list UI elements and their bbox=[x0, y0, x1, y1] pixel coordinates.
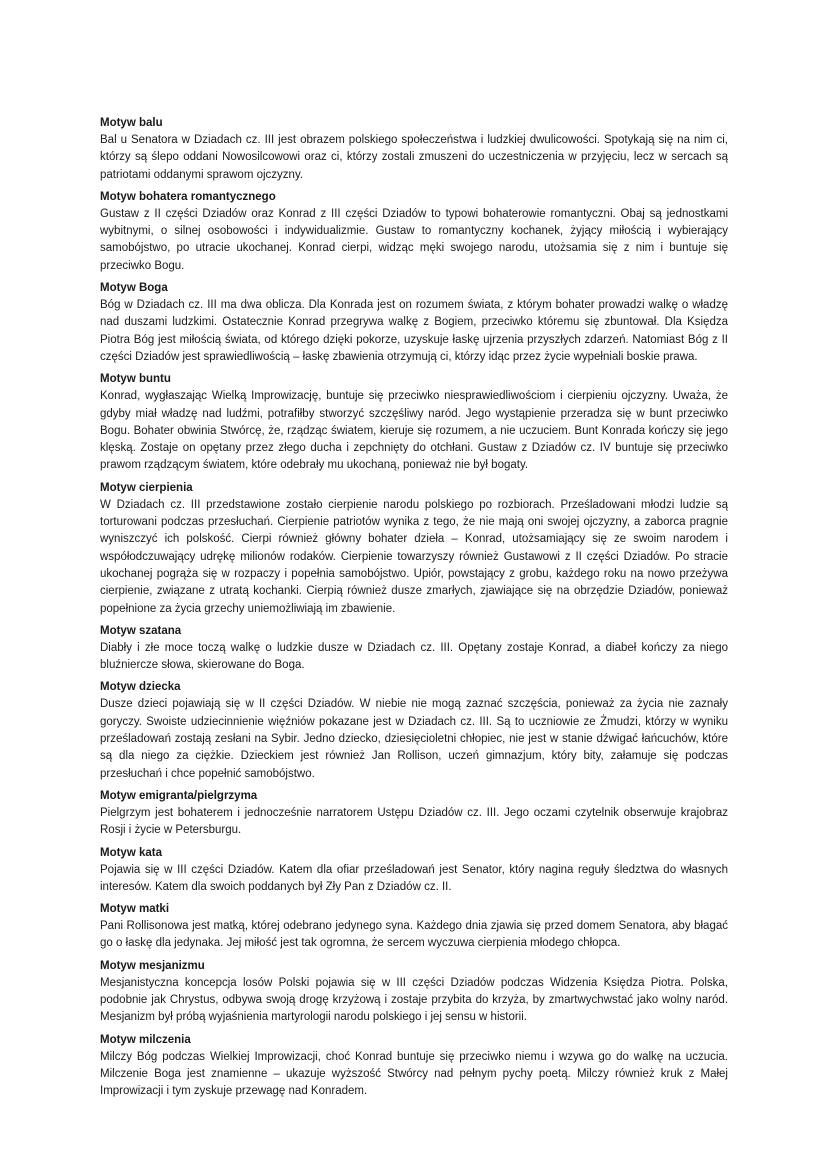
section-heading: Motyw Boga bbox=[100, 282, 168, 295]
section-text: Pojawia się w III części Dziadów. Katem dla ofiar prześladowań jest Senator, który nagina reguły śledztwa do własnych interesów. Katem dla swoich poddanych był Zły Pan z Dziadów cz. II. bbox=[100, 863, 728, 893]
section-text: Pani Rollisonowa jest matką, której odebrano jedynego syna. Każdego dnia zjawia się przed domem Senatora, aby błagać go o łaskę dla jedynaka. Jej miłość jest tak ogromna, że sercem wyczuwa cierpienia młodego chłopca. bbox=[100, 920, 728, 950]
section-heading: Motyw balu bbox=[100, 117, 163, 129]
section-motyw-balu bbox=[100, 114, 728, 184]
section-text: Bóg w Dziadach cz. III ma dwa oblicza. Dla Konrada jest on rozumem świata, z którym bohater prowadzi walkę o władzę nad duszami ludzkimi. Ostatecznie Konrad przegrywa walkę z Bogiem, przeciwko któremu się zbuntował. Dla Księdza Piotra Bóg jest miłością świata, od którego dzięki pokorze, uzyskuje łaskę ujrzenia przyszłych zdarzeń. Natomiast Bóg z II części Dziadów jest sprawiedliwością – łaskę zbawienia otrzymują ci, którzy idąc przez życie wypełniali boskie prawa. bbox=[100, 299, 728, 363]
section-heading: Motyw mesjanizmu bbox=[100, 959, 205, 972]
section-heading: Motyw bohatera romantycznego bbox=[100, 190, 276, 203]
section-text: Konrad, wygłaszając Wielką Improwizację, buntuje się przeciwko niesprawiedliwościom i cierpieniu ojczyzny. Uważa, że gdyby miał władzę nad ludźmi, potrafiłby stworzyć szczęśliwy naród. Jego wystąpienie przeradza się w bunt przeciwko Bogu. Bohater obwinia Stwórcę, że, rządząc światem, kieruje się rozumem, a nie uczuciem. Bunt Konrada kończy się jego klęską. Zostaje on opętany przez złego ducha i zepchnięty do otchłani. Gustaw z Dziadów cz. IV buntuje się przeciwko prawom rządzącym światem, które odebrały mu ukochaną, ponieważ nie był bogaty. bbox=[100, 390, 728, 472]
section-heading: Motyw buntu bbox=[100, 373, 171, 386]
section-text: Gustaw z II części Dziadów oraz Konrad z III części Dziadów to typowi bohaterowie romantyczni. Obaj są jednostkami wybitnymi, o silnej osobowości i indywidualizmie. Gustaw to romantyczny kochanek, żyjący miłością i wybierający samobójstwo, po utracie ukochanej. Konrad cierpi, widząc męki swojego narodu, utożsamia się z nim i buntuje się przeciwko Bogu. bbox=[100, 207, 728, 272]
section-text: Diabły i złe moce toczą walkę o ludzkie dusze w Dziadach cz. III. Opętany zostaje Konrad, a diabeł kończy za niego bluźniercze słowa, skierowane do Boga. bbox=[100, 641, 728, 672]
section-motyw-milczenia bbox=[100, 1031, 728, 1101]
section-motyw-emigranta bbox=[100, 787, 728, 840]
section-heading: Motyw szatana bbox=[100, 624, 182, 637]
section-heading: Motyw kata bbox=[100, 846, 162, 859]
section-text: Dusze dzieci pojawiają się w II części Dziadów. W niebie nie mogą zaznać szczęścia, ponieważ za życia nie zaznały goryczy. Swoiste udziecinnienie więźniów pokazane jest w Dziadach cz. III. Są to uczniowie ze Żmudzi, którzy w wyniku prześladowań zostają zesłani na Sybir. Jedno dziecko, dziesięcioletni chłopiec, nie jest w stanie dźwigać łańcuchów, które są dla niego za ciężkie. Dzieckiem jest również Jan Rollison, uczeń gimnazjum, który bity, załamuje się podczas przesłuchań i chce popełnić samobójstwo. bbox=[100, 698, 728, 780]
document-page bbox=[100, 114, 728, 1104]
section-text: Milczy Bóg podczas Wielkiej Improwizacji, choć Konrad buntuje się przeciwko niemu i wzywa go do walkę na uczucia. Milczenie Boga jest znamienne – ukazuje wyższość Stwórcy nad pełnym pychy poetą. Milczy również kruk z Małej Improwizacji i tym zyskuje przewagę nad Konradem. bbox=[100, 1050, 728, 1098]
section-motyw-szatana bbox=[100, 622, 728, 675]
section-motyw-mesjanizmu bbox=[100, 957, 728, 1027]
section-heading: Motyw dziecka bbox=[100, 681, 181, 694]
section-text: W Dziadach cz. III przedstawione zostało cierpienie narodu polskiego po rozbiorach. Prześladowani młodzi ludzie są torturowani podczas przesłuchań. Cierpienie patriotów wynika z tego, że nie mają oni swojej ojczyzny, a zaborca pragnie wyniszczyć ich polskość. Cierpi również główny bohater dzieła – Konrad, utożsamiający się ze swoim narodem i współodczuwający udrękę milionów rodaków. Cierpienie towarzyszy również Gustawowi z II części Dziadów. Po stracie ukochanej pogrąża się w rozpaczy i popełnia samobójstwo. Upiór, powstający z grobu, każdego roku na nowo przeżywa cierpienie, związane z utratą kochanki. Cierpią również dusze zmarłych, zjawiające się na obrzędzie Dziadów, ponieważ popełnione za życia grzechy uniemożliwiają im zbawienie. bbox=[100, 498, 728, 615]
section-motyw-kata bbox=[100, 844, 728, 897]
section-motyw-dziecka bbox=[100, 678, 728, 782]
section-heading: Motyw milczenia bbox=[100, 1033, 191, 1046]
section-text: Bal u Senatora w Dziadach cz. III jest obrazem polskiego społeczeństwa i ludzkiej dwulicowości. Spotykają się na nim ci, którzy są ślepo oddani Nowosilcowowi oraz ci, którzy zostali zmuszeni do uczestniczenia w przyjęciu, lecz w sercach są patriotami oddanymi sprawom ojczyzny. bbox=[100, 134, 728, 181]
section-motyw-buntu bbox=[100, 370, 728, 474]
section-motyw-matki bbox=[100, 900, 728, 953]
section-heading: Motyw emigranta/pielgrzyma bbox=[100, 789, 258, 802]
section-motyw-bohatera-romantycznego bbox=[100, 188, 728, 275]
section-heading: Motyw cierpienia bbox=[100, 481, 193, 494]
section-motyw-boga bbox=[100, 279, 728, 366]
section-text: Pielgrzym jest bohaterem i jednocześnie narratorem Ustępu Dziadów cz. III. Jego oczami czytelnik obserwuje krajobraz Rosji i życie w Petersburgu. bbox=[100, 806, 728, 837]
section-text: Mesjanistyczna koncepcja losów Polski pojawia się w III części Dziadów podczas Widzenia Księdza Piotra. Polska, podobnie jak Chrystus, odbywa swoją drogę krzyżową i zostaje przybita do krzyża, by zmartwychwstać jako wolny naród. Mesjanizm był próbą wyjaśnienia martyrologii narodu polskiego i jej sensu w historii. bbox=[100, 976, 728, 1024]
section-heading: Motyw matki bbox=[100, 903, 170, 916]
section-motyw-cierpienia bbox=[100, 479, 728, 618]
